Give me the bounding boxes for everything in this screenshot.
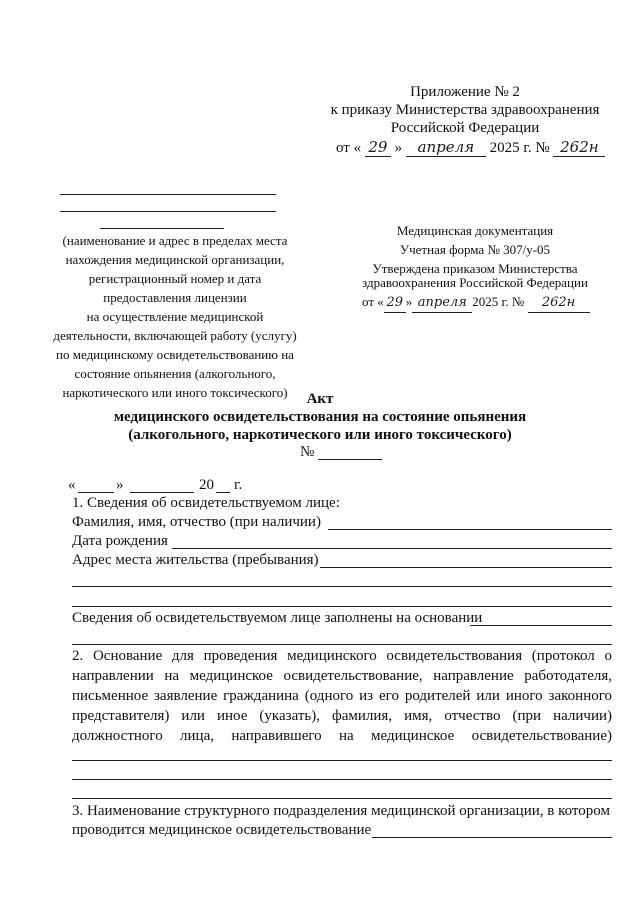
org-caption-line: регистрационный номер и дата (88, 271, 262, 286)
org-line-3 (100, 228, 224, 229)
med-doc-ministry: здравоохранения Российской Федерации (362, 275, 588, 290)
org-caption-line: нахождения медицинской организации, (65, 252, 285, 267)
handwritten-order-no: 262н (528, 293, 590, 313)
date-prefix: от « (336, 140, 362, 156)
section-3-line-1: 3. Наименование структурного подразделения медицинской организации, в котором (72, 803, 610, 819)
section-2-field-1[interactable] (72, 760, 612, 761)
handwritten-day: 29 (365, 138, 391, 157)
appendix-date-line (336, 138, 626, 157)
med-doc-line-1: Медицинская документация (396, 223, 554, 238)
section-2-line: представителя) или иное (указать), фамилия, имя, отчество (при наличии) (72, 708, 612, 724)
section-2-field-2[interactable] (72, 779, 612, 780)
basis-field[interactable] (470, 625, 612, 626)
title-number-label: № (300, 444, 315, 460)
fio-field[interactable] (328, 529, 612, 530)
med-doc-form-no: Учетная форма № 307/у-05 (399, 242, 551, 257)
org-line-2 (60, 211, 276, 212)
title-act: Акт (306, 391, 334, 407)
org-caption-line: (наименование и адрес в пределах места (62, 233, 288, 248)
appendix-country: Российской Федерации (390, 120, 540, 136)
org-caption (45, 231, 305, 402)
basis-label: Сведения об освидетельствуемом лице заполнены на основании (72, 610, 483, 626)
med-doc-date-line (362, 292, 602, 313)
handwritten-month: апреля (412, 293, 472, 313)
address-field-line-2[interactable] (72, 586, 612, 587)
date-prefix: от « (362, 294, 384, 309)
act-month-field[interactable] (130, 492, 194, 493)
org-caption-line: на осуществление медицинской (86, 309, 264, 324)
fio-label: Фамилия, имя, отчество (при наличии) (72, 514, 321, 530)
address-label: Адрес места жительства (пребывания) (72, 552, 319, 568)
title-line-2: медицинского освидетельствования на состояние опьянения (113, 409, 527, 425)
org-caption-line: по медицинскому освидетельствованию на (56, 347, 294, 362)
date-open-quote: « (68, 477, 76, 493)
dob-label: Дата рождения (72, 533, 168, 549)
section-2-line: 2. Основание для проведения медицинского освидетельствования (протокол о (72, 648, 612, 664)
title-line-3: (алкогольного, наркотического или иного токсического) (128, 427, 512, 443)
org-caption-line: деятельности, включающей работу (услугу) (53, 328, 297, 343)
act-year-suffix: г. (234, 477, 243, 493)
section-3-line-2: проводится медицинское освидетельствование (72, 822, 372, 838)
address-field-line-3[interactable] (72, 606, 612, 607)
act-number-field[interactable] (318, 459, 382, 460)
section-2-field-3[interactable] (72, 798, 612, 799)
appendix-title: Приложение № 2 (410, 84, 520, 100)
handwritten-day: 29 (384, 293, 406, 313)
section-3-field[interactable] (372, 837, 612, 838)
date-close-quote: » (116, 477, 124, 493)
section-2-line: письменное заявление гражданина (одного из его родителей или иного законного (72, 688, 612, 704)
handwritten-month: апреля (406, 138, 486, 157)
handwritten-order-no: 262н (553, 138, 605, 157)
act-day-field[interactable] (78, 492, 114, 493)
med-doc-approved: Утверждена приказом Министерства (372, 261, 578, 276)
section-2-line: должностного лица, направившего на медицинское освидетельствование) (72, 728, 612, 744)
act-year-prefix: 20 (199, 477, 214, 493)
date-year: 2025 г. № (489, 140, 550, 156)
date-mid: » (405, 294, 413, 309)
org-caption-line: состояние опьянения (алкогольного, (74, 366, 276, 381)
org-line-1 (60, 194, 276, 195)
appendix-order-line: к приказу Министерства здравоохранения (330, 102, 600, 118)
org-caption-line: наркотического или иного токсического) (62, 385, 288, 400)
dob-field[interactable] (172, 548, 612, 549)
org-caption-line: предоставления лицензии (103, 290, 247, 305)
date-mid: » (394, 140, 403, 156)
act-year-field[interactable] (216, 492, 230, 493)
date-year: 2025 г. № (472, 294, 525, 309)
section-2-line: направлении на медицинское освидетельствование, направление работодателя, (72, 668, 612, 684)
address-field[interactable] (320, 567, 612, 568)
section-1-heading: 1. Сведения об освидетельствуемом лице: (72, 495, 340, 511)
basis-field-line-2[interactable] (72, 644, 612, 645)
